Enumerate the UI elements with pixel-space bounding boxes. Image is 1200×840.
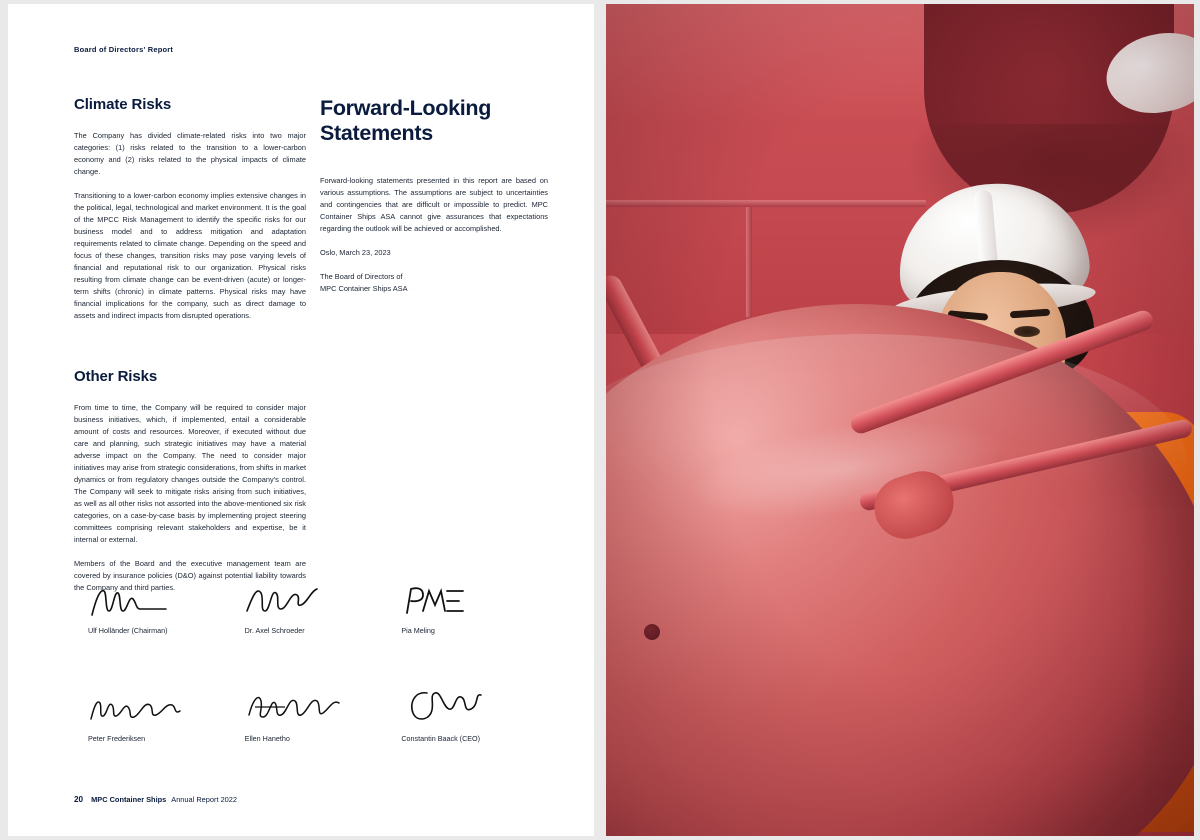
section-spacer xyxy=(74,334,306,368)
signature-mark-icon xyxy=(74,687,231,729)
photo-vignette xyxy=(606,4,1194,836)
left-page xyxy=(8,4,594,836)
signoff-line-1: The Board of Directors of xyxy=(320,271,403,281)
place-date: Oslo, March 23, 2023 xyxy=(320,247,391,257)
signature-name: Pia Meling xyxy=(401,626,435,635)
signature-name: Ulf Holländer (Chairman) xyxy=(88,626,168,635)
signoff-line-2: MPC Container Ships ASA xyxy=(320,283,408,293)
signature-mark-icon xyxy=(74,579,231,621)
signature-block xyxy=(74,579,544,795)
signature-cell xyxy=(231,687,388,743)
signature-cell xyxy=(74,579,231,635)
signature-row xyxy=(74,579,544,635)
footer-report: Annual Report 2022 xyxy=(171,795,238,804)
signature-name: Dr. Axel Schroeder xyxy=(244,626,305,635)
page-footer xyxy=(74,795,237,804)
signature-name: Peter Frederiksen xyxy=(88,734,146,743)
heading-climate-risks: Climate Risks xyxy=(74,96,172,113)
left-text-column xyxy=(74,96,306,594)
signature-cell xyxy=(387,579,544,635)
signature-cell xyxy=(74,687,231,743)
signature-mark-icon xyxy=(231,687,388,729)
signature-cell xyxy=(231,579,388,635)
paragraph-climate-2: Transitioning to a lower-carbon economy implies extensive changes in the political, legal, technological and market environment. It is the goal of the MPCC Risk Management to identify the specific risks for our business model and to address mitigation and adaptation requirements related to climate change. Depending on the speed and focus of these changes, transition risks may pose varying levels of financial and reputational risk to our organization. Physical risks resulting from climate change can be event-driven (acute) or longer-term shifts (chronic) in climate patterns. Physical risks may have financial implications for the company, such as direct damage to assets and indirect impacts from disrupted operations. xyxy=(74,190,306,320)
signature-mark-icon xyxy=(387,579,544,621)
signature-name: Constantin Baack (CEO) xyxy=(401,734,481,743)
signature-cell xyxy=(387,687,544,743)
page-number: 20 xyxy=(74,795,84,804)
heading-other-risks: Other Risks xyxy=(74,367,158,385)
running-head: Board of Directors' Report xyxy=(74,45,174,54)
paragraph-climate-1: The Company has divided climate-related risks into two major categories: (1) risks related to the transition to a lower-carbon economy and (2) risks related to the physical impacts of climate change. xyxy=(74,131,306,176)
signature-name: Ellen Hanetho xyxy=(244,734,290,743)
signature-mark-icon xyxy=(387,687,544,729)
footer-company: MPC Container Ships xyxy=(91,795,167,804)
paragraph-other-2: Members of the Board and the executive management team are covered by insurance policies (D&O) against potential liability towards the Company and third parties. xyxy=(74,558,306,592)
paragraph-forward-looking: Forward-looking statements presented in this report are based on various assumptions. The assumptions are subject to uncertainties and contingencies that are difficult or impossible to predict. MPC Container Ships ASA cannot give assurances that expectations regarding the outlook will be achieved or accomplished. xyxy=(320,175,548,233)
signature-mark-icon xyxy=(231,579,388,621)
heading-forward-looking-statements: Forward-Looking Statements xyxy=(320,96,492,146)
photo-page xyxy=(606,4,1194,836)
signature-row xyxy=(74,687,544,743)
paragraph-other-1: From time to time, the Company will be required to consider major business initiatives, which, if implemented, entail a considerable amount of costs and resources. Moreover, if executed without due care and planning, such strategic initiatives may have a material adverse impact on the Company. The need to consider major initiatives may arise from strategic considerations, from shifts in market dynamics or from regulatory changes outside the Company's control. The Company will seek to mitigate risks arising from such initiatives, as well as all other risks not assorted into the above-mentioned six risk categories, on a case-by-case basis by implementing project steering committees comprising relevant stakeholders and expertise, be it internal or external. xyxy=(74,402,306,544)
right-text-column xyxy=(320,96,548,307)
